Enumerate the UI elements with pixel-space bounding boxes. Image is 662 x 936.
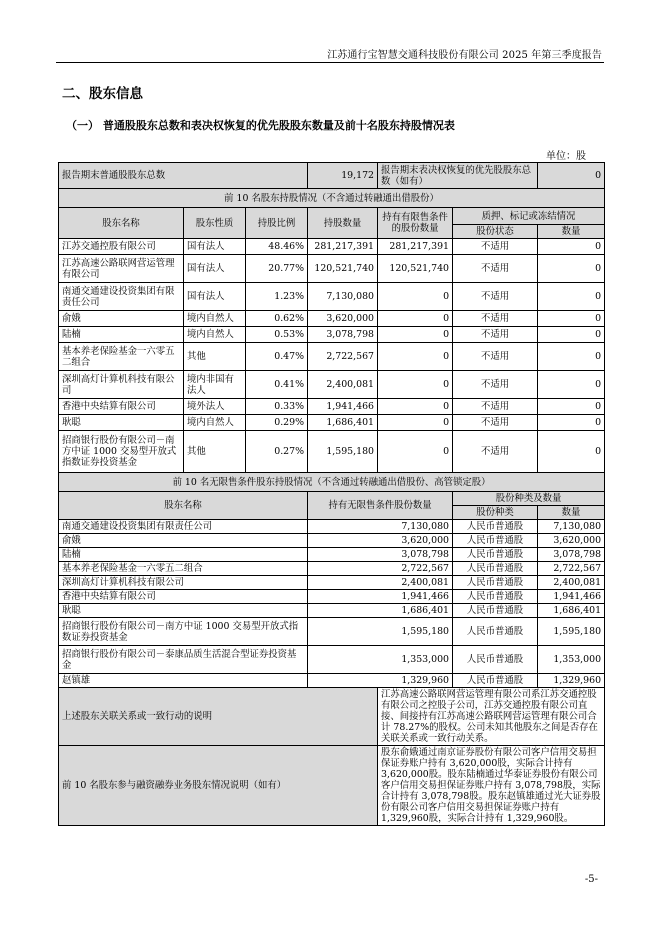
top10-amount: 0 [538,343,605,371]
top10-ratio: 0.33% [246,399,308,415]
top10-status: 不适用 [453,399,538,415]
col-qty: 持股数量 [308,208,378,239]
unrestricted-qty: 3,620,000 [308,534,453,548]
top10-ratio: 0.29% [246,415,308,431]
unrestricted-type: 人民币普通股 [453,674,538,688]
unrestricted-amount: 1,686,401 [538,604,605,618]
top10-name: 南通交通建设投资集团有限责任公司 [59,283,184,311]
table-row [59,431,605,473]
unrestricted-qty: 2,722,567 [308,562,453,576]
top10-status: 不适用 [453,415,538,431]
margin-text: 股东俞娥通过南京证券股份有限公司客户信用交易担保证券账户持有 3,620,000股，实际合计持有 3,620,000股。股东陆楠通过华泰证券股份有限公司客户信用交易担保证券账户持有 3,078,798股，实际合计持有 3,078,798股。股东赵镇雄通过光大证券股份有限公司客户信用交易担保证券账户持有 1,329,960股，实际合计持有 1,329,960股。 [378,746,605,826]
top10-ratio: 0.53% [246,327,308,343]
table-row [59,548,605,562]
top10-amount: 0 [538,283,605,311]
top10-name: 江苏交通控股有限公司 [59,239,184,255]
col-pledge: 质押、标记或冻结情况 [453,208,605,225]
table-row [59,646,605,674]
unrestricted-type: 人民币普通股 [453,646,538,674]
total-holders-value: 19,172 [308,163,378,189]
top10-restricted: 0 [378,399,453,415]
unrestricted-type: 人民币普通股 [453,562,538,576]
table-row [59,239,605,255]
preferred-holders-label: 报告期末表决权恢复的优先股股东总数（如有） [378,163,538,189]
unrestricted-name: 俞娥 [59,534,308,548]
top10-name: 招商银行股份有限公司－南方中证 1000 交易型开放式指数证券投资基金 [59,431,184,473]
top10-name: 俞娥 [59,311,184,327]
unrestricted-title: 前 10 名无限售条件股东持股情况（不含通过转融通出借股份、高管锁定股） [59,473,605,492]
unrestricted-qty: 3,078,798 [308,548,453,562]
top10-amount: 0 [538,311,605,327]
top10-nature: 境内自然人 [184,311,246,327]
table-row [59,674,605,688]
top10-status: 不适用 [453,311,538,327]
top10-restricted: 0 [378,283,453,311]
top10-name: 基本养老保险基金一六零五二组合 [59,343,184,371]
top10-ratio: 20.77% [246,255,308,283]
top10-restricted: 0 [378,327,453,343]
table-row [59,255,605,283]
top10-status: 不适用 [453,239,538,255]
unrestricted-amount: 1,595,180 [538,618,605,646]
col-name: 股东名称 [59,208,184,239]
subsection-title: （一） 普通股股东总数和表决权恢复的优先股股东数量及前十名股东持股情况表 [66,119,455,132]
top10-status: 不适用 [453,371,538,399]
unrestricted-name: 基本养老保险基金一六零五二组合 [59,562,308,576]
related-text: 江苏高速公路联网营运管理有限公司系江苏交通控股有限公司之控股子公司，江苏交通控股有限公司直接、间接持有江苏高速公路联网营运管理有限公司合计 78.27%的股权。公司未知其他股东之间是否存在关联关系或一致行动关系。 [378,688,605,746]
unrestricted-amount: 3,078,798 [538,548,605,562]
top10-qty: 120,521,740 [308,255,378,283]
top10-qty: 1,595,180 [308,431,378,473]
unrestricted-qty: 2,400,081 [308,576,453,590]
unrestricted-name: 招商银行股份有限公司－南方中证 1000 交易型开放式指数证券投资基金 [59,618,308,646]
top10-restricted: 0 [378,431,453,473]
total-holders-label: 报告期末普通股股东总数 [59,163,308,189]
table-row [59,534,605,548]
table-row [59,562,605,576]
top10-amount: 0 [538,431,605,473]
unrestricted-name: 招商银行股份有限公司－泰康品质生活混合型证券投资基金 [59,646,308,674]
table-row [59,343,605,371]
table-row [59,371,605,399]
top10-restricted: 281,217,391 [378,239,453,255]
unrestricted-qty: 1,686,401 [308,604,453,618]
top10-amount: 0 [538,255,605,283]
top10-title: 前 10 名股东持股情况（不含通过转融通出借股份） [59,189,605,208]
unrestricted-type: 人民币普通股 [453,576,538,590]
col-status: 股份状态 [453,225,538,239]
top10-nature: 国有法人 [184,283,246,311]
top10-nature: 境内自然人 [184,327,246,343]
unrestricted-name: 耿聪 [59,604,308,618]
top10-status: 不适用 [453,255,538,283]
u-col-qty: 持有无限售条件股份数量 [308,492,453,520]
col-restricted: 持有有限售条件的股份数量 [378,208,453,239]
summary-row [59,163,605,189]
top10-restricted: 0 [378,311,453,327]
col-ratio: 持股比例 [246,208,308,239]
top10-name: 香港中央结算有限公司 [59,399,184,415]
top10-qty: 3,078,798 [308,327,378,343]
header-rule [56,62,604,63]
unrestricted-amount: 1,329,960 [538,674,605,688]
top10-name: 深圳高灯计算机科技有限公司 [59,371,184,399]
top10-status: 不适用 [453,327,538,343]
top10-ratio: 0.27% [246,431,308,473]
table-row [59,520,605,534]
top10-name: 江苏高速公路联网营运管理有限公司 [59,255,184,283]
table-row [59,590,605,604]
top10-amount: 0 [538,399,605,415]
unrestricted-name: 南通交通建设投资集团有限责任公司 [59,520,308,534]
table-row [59,576,605,590]
top10-qty: 2,722,567 [308,343,378,371]
u-col-amount: 数量 [538,506,605,520]
unrestricted-type: 人民币普通股 [453,548,538,562]
unit-label: 单位：股 [546,151,586,162]
top10-name: 耿聪 [59,415,184,431]
top10-nature: 境外法人 [184,399,246,415]
top10-name: 陆楠 [59,327,184,343]
top10-ratio: 1.23% [246,283,308,311]
unrestricted-name: 赵镇雄 [59,674,308,688]
top10-restricted: 120,521,740 [378,255,453,283]
col-nature: 股东性质 [184,208,246,239]
unrestricted-name: 陆楠 [59,548,308,562]
unrestricted-qty: 1,329,960 [308,674,453,688]
shareholder-table [58,162,605,826]
table-row [59,283,605,311]
unrestricted-amount: 7,130,080 [538,520,605,534]
report-header: 江苏通行宝智慧交通科技股份有限公司 2025 年第三季度报告 [327,50,602,61]
top10-restricted: 0 [378,343,453,371]
u-col-type-group: 股份种类及数量 [453,492,605,506]
page-number: -5- [584,874,598,885]
top10-status: 不适用 [453,431,538,473]
top10-qty: 3,620,000 [308,311,378,327]
top10-status: 不适用 [453,283,538,311]
top10-qty: 2,400,081 [308,371,378,399]
top10-qty: 1,686,401 [308,415,378,431]
table-row [59,327,605,343]
unrestricted-qty: 1,353,000 [308,646,453,674]
u-col-type: 股份种类 [453,506,538,520]
unrestricted-qty: 1,941,466 [308,590,453,604]
top10-restricted: 0 [378,415,453,431]
unrestricted-amount: 1,941,466 [538,590,605,604]
related-label: 上述股东关联关系或一致行动的说明 [59,688,378,746]
top10-restricted: 0 [378,371,453,399]
section-title: 二、股东信息 [62,86,143,102]
u-col-name: 股东名称 [59,492,308,520]
table-row [59,618,605,646]
table-row [59,399,605,415]
top10-ratio: 0.47% [246,343,308,371]
unrestricted-qty: 7,130,080 [308,520,453,534]
top10-nature: 其他 [184,431,246,473]
unrestricted-name: 深圳高灯计算机科技有限公司 [59,576,308,590]
top10-qty: 7,130,080 [308,283,378,311]
unrestricted-name: 香港中央结算有限公司 [59,590,308,604]
unrestricted-amount: 1,353,000 [538,646,605,674]
top10-nature: 国有法人 [184,239,246,255]
unrestricted-type: 人民币普通股 [453,520,538,534]
margin-label: 前 10 名股东参与融资融券业务股东情况说明（如有） [59,746,378,826]
top10-amount: 0 [538,327,605,343]
unrestricted-qty: 1,595,180 [308,618,453,646]
col-amount: 数量 [538,225,605,239]
preferred-holders-value: 0 [538,163,605,189]
unrestricted-amount: 2,722,567 [538,562,605,576]
table-row [59,415,605,431]
top10-nature: 境内非国有法人 [184,371,246,399]
unrestricted-amount: 2,400,081 [538,576,605,590]
top10-status: 不适用 [453,343,538,371]
top10-amount: 0 [538,371,605,399]
top10-qty: 281,217,391 [308,239,378,255]
unrestricted-type: 人民币普通股 [453,618,538,646]
top10-nature: 境内自然人 [184,415,246,431]
top10-nature: 国有法人 [184,255,246,283]
unrestricted-type: 人民币普通股 [453,590,538,604]
table-row [59,604,605,618]
top10-ratio: 0.41% [246,371,308,399]
unrestricted-type: 人民币普通股 [453,604,538,618]
top10-ratio: 48.46% [246,239,308,255]
top10-nature: 其他 [184,343,246,371]
top10-amount: 0 [538,239,605,255]
top10-amount: 0 [538,415,605,431]
table-row [59,311,605,327]
top10-qty: 1,941,466 [308,399,378,415]
top10-ratio: 0.62% [246,311,308,327]
unrestricted-amount: 3,620,000 [538,534,605,548]
unrestricted-type: 人民币普通股 [453,534,538,548]
